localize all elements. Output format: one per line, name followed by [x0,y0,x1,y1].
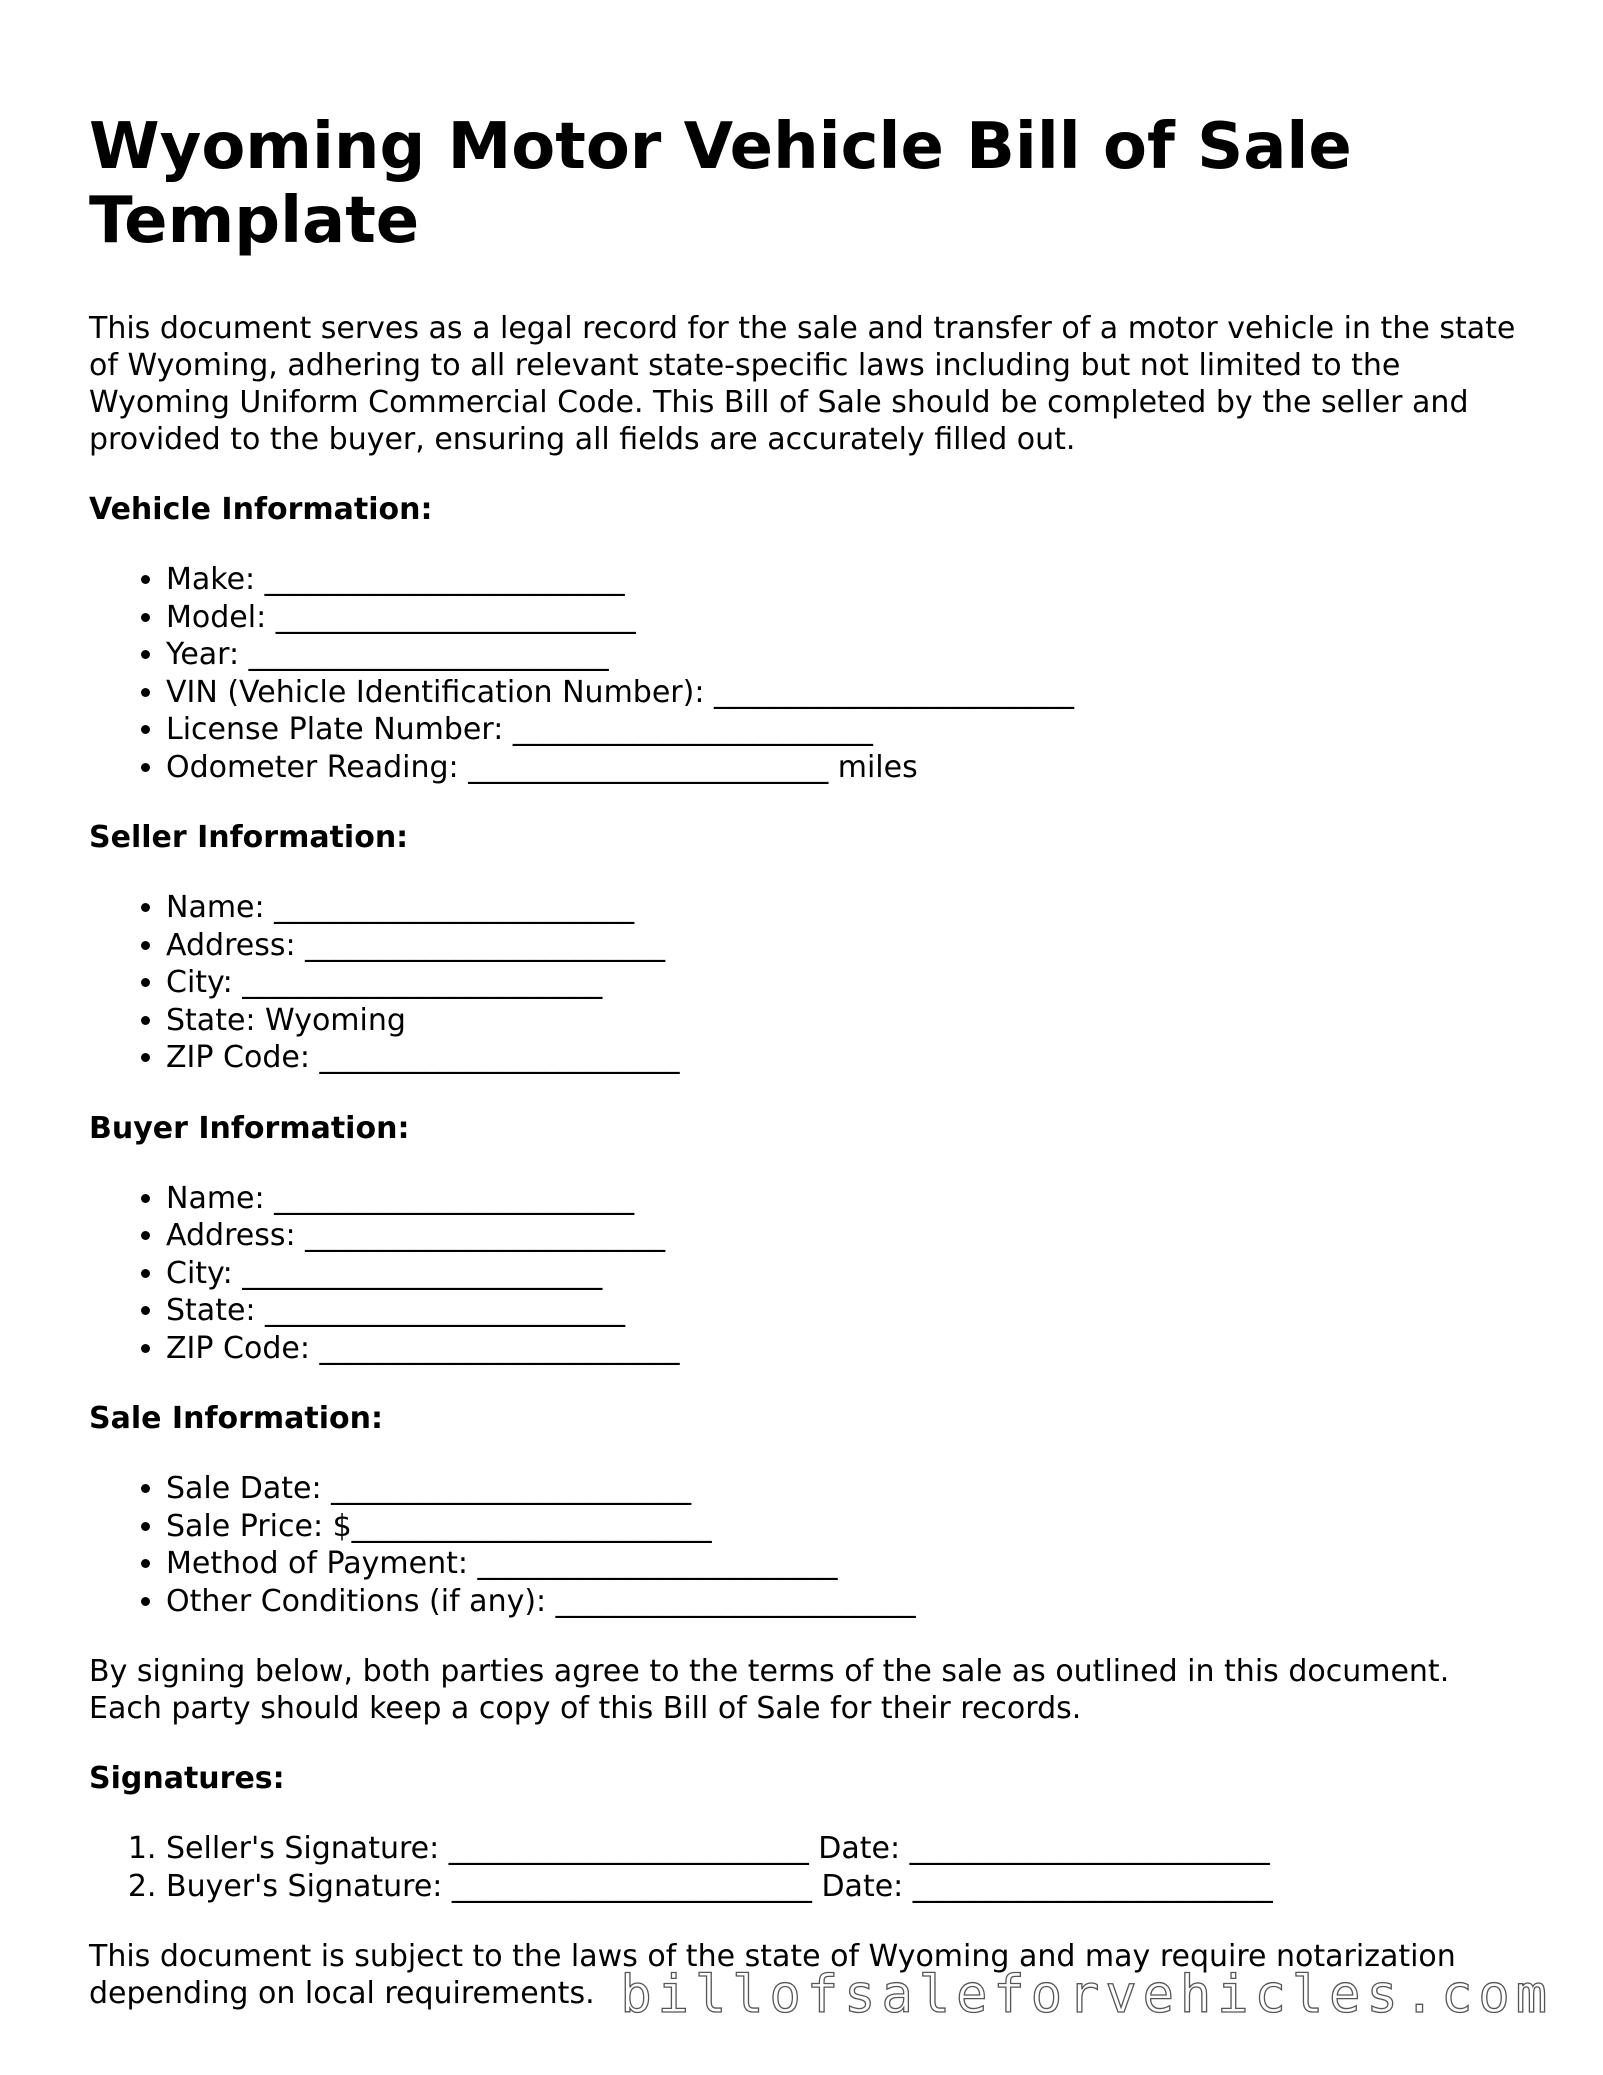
seller-city-field: • City: ________________________ [166,964,1529,1002]
seller-section-heading: Seller Information: [89,820,409,855]
buyer-state-field: • State: ________________________ [166,1292,1529,1330]
sale-date-field: • Sale Date: ________________________ [166,1470,1529,1508]
sale-info-list [89,1470,1529,1620]
agreement-paragraph: By signing below, both parties agree to the terms of the sale as outlined in this document. Each party should keep a copy of this Bill of Sale for their records. [89,1654,1450,1726]
footer-paragraph: This document is subject to the laws of the state of Wyoming and may require notarization depending on local requirements. [89,1939,1456,2011]
vehicle-plate-field: • License Plate Number: ________________________ [166,711,1529,749]
vehicle-odometer-field: • Odometer Reading: ________________________ miles [166,749,1529,787]
buyer-name-field: • Name: ________________________ [166,1180,1529,1218]
payment-method-field: • Method of Payment: ________________________ [166,1545,1529,1583]
vehicle-make-field: • Make: ________________________ [166,561,1529,599]
buyer-info-list [89,1180,1529,1368]
seller-name-field: • Name: ________________________ [166,889,1529,927]
site-watermark: billofsaleforvehicles.com [620,1965,1553,2025]
vehicle-vin-field: • VIN (Vehicle Identification Number): ________________________ [166,674,1529,712]
intro-paragraph: This document serves as a legal record for the sale and transfer of a motor vehicle in the state of Wyoming, adhering to all relevant state-specific laws including but not limited to the Wyoming Uniform Commercial Code. This Bill of Sale should be completed by the seller and provided to the buyer, ensuring all fields are accurately filled out. [89,311,1516,457]
buyer-zip-field: • ZIP Code: ________________________ [166,1330,1529,1368]
seller-signature-line: 1. Seller's Signature: ________________________ Date: ________________________ [166,1830,1529,1868]
buyer-signature-line: 2. Buyer's Signature: ________________________ Date: ________________________ [166,1868,1529,1906]
vehicle-year-field: • Year: ________________________ [166,636,1529,674]
vehicle-model-field: • Model: ________________________ [166,599,1529,637]
sale-section-heading: Sale Information: [89,1401,383,1436]
seller-state-field: • State: Wyoming [166,1002,1529,1040]
seller-zip-field: • ZIP Code: ________________________ [166,1039,1529,1077]
vehicle-section-heading: Vehicle Information: [89,492,433,527]
buyer-address-field: • Address: ________________________ [166,1217,1529,1255]
signatures-section-heading: Signatures: [89,1761,285,1796]
vehicle-info-list [89,561,1529,786]
seller-info-list [89,889,1529,1077]
seller-address-field: • Address: ________________________ [166,927,1529,965]
buyer-section-heading: Buyer Information: [89,1110,410,1146]
document-page [89,110,1529,2012]
buyer-city-field: • City: ________________________ [166,1255,1529,1293]
sale-price-field: • Sale Price: $________________________ [166,1508,1529,1546]
other-conditions-field: • Other Conditions (if any): ________________________ [166,1583,1529,1621]
signatures-list [89,1830,1529,1905]
document-title: Wyoming Motor Vehicle Bill of Sale Template [89,110,1352,258]
